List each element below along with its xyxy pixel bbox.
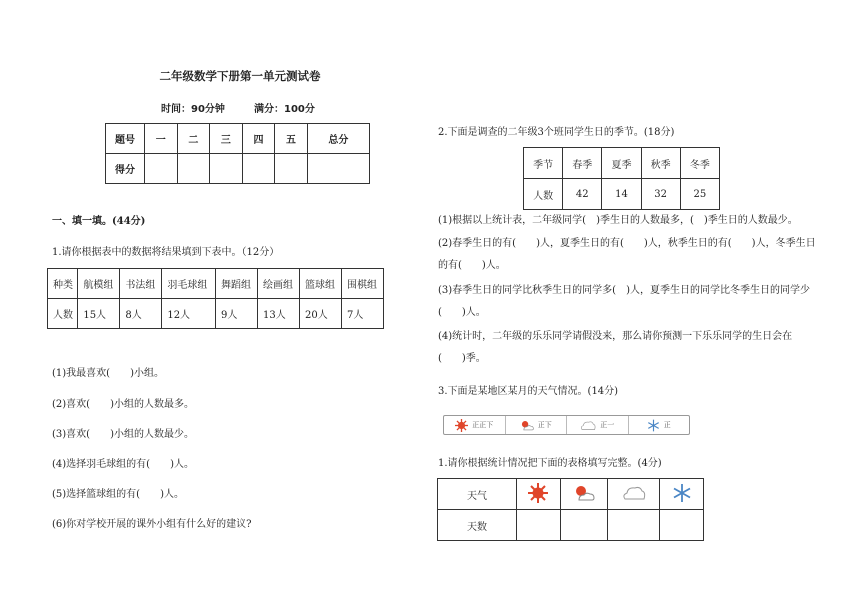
season-cell: 春季 — [563, 148, 602, 179]
exam-time: 时间：90分钟 — [161, 104, 225, 115]
sub-question: (2)喜欢( )小组的人数最多。 — [52, 399, 194, 410]
groups-cell: 围棋组 — [341, 269, 383, 299]
score-header-cell: 总分 — [307, 124, 369, 154]
tally-text: 正 — [663, 421, 671, 429]
sun-cloud-icon — [520, 419, 534, 432]
score-header-cell: 二 — [177, 124, 210, 154]
season-cell: 25 — [680, 179, 719, 210]
exam-full-score: 满分：100分 — [254, 104, 315, 115]
weather-tally-cell — [629, 416, 690, 434]
question-3-text: 3.下面是某地区某月的天气情况。(14分) — [438, 386, 619, 397]
weather-icon-cell — [608, 479, 660, 510]
score-blank-cell[interactable] — [307, 154, 369, 184]
season-cell: 秋季 — [641, 148, 680, 179]
groups-cell: 舞蹈组 — [215, 269, 257, 299]
groups-cell: 15人 — [78, 299, 120, 329]
weather-icon-cell — [517, 479, 561, 510]
groups-cell: 7人 — [341, 299, 383, 329]
sub-question: (3)喜欢( )小组的人数最少。 — [52, 429, 194, 440]
weather-tally-cell — [444, 416, 506, 434]
score-blank-cell[interactable] — [275, 154, 308, 184]
days-blank-cell[interactable] — [660, 510, 704, 541]
groups-cell: 20人 — [299, 299, 341, 329]
score-blank-cell[interactable] — [145, 154, 178, 184]
cloud-icon — [622, 485, 646, 501]
score-row-label: 得分 — [106, 154, 145, 184]
score-table — [105, 123, 370, 184]
groups-cell: 绘画组 — [257, 269, 299, 299]
groups-cell: 人数 — [48, 299, 78, 329]
score-header-cell: 三 — [210, 124, 243, 154]
cloud-icon — [580, 420, 596, 431]
snowflake-icon — [672, 483, 692, 503]
weather-row-label: 天气 — [438, 479, 517, 510]
days-blank-cell[interactable] — [517, 510, 561, 541]
weather-table-days-row — [438, 510, 704, 541]
groups-cell: 12人 — [162, 299, 216, 329]
q2-sub-question: (3)春季生日的同学比秋季生日的同学多( )人，夏季生日的同学比冬季生日的同学少( )人。 — [438, 285, 810, 318]
groups-cell: 8人 — [120, 299, 162, 329]
weather-table-weather-row — [438, 479, 704, 510]
score-header-cell: 题号 — [106, 124, 145, 154]
section1-heading: 一、填一填。(44分) — [52, 216, 146, 227]
season-cell: 32 — [641, 179, 680, 210]
score-blank-cell[interactable] — [177, 154, 210, 184]
q2-sub-question: (2)春季生日的有( )人，夏季生日的有( )人，秋季生日的有( )人，冬季生日的有( )人。 — [438, 238, 816, 271]
season-table-season-row — [524, 148, 720, 179]
sub-question: (6)你对学校开展的课外小组有什么好的建议? — [52, 519, 252, 530]
days-blank-cell[interactable] — [560, 510, 608, 541]
question-2-text: 2.下面是调查的二年级3个班同学生日的季节。(18分) — [438, 127, 675, 138]
exam-title: 二年级数学下册第一单元测试卷 — [159, 69, 321, 83]
groups-cell: 9人 — [215, 299, 257, 329]
weather-tally-cell — [567, 416, 629, 434]
tally-text: 正下 — [537, 421, 552, 429]
sub-question: (1)我最喜欢( )小组。 — [52, 368, 164, 379]
season-cell: 夏季 — [602, 148, 641, 179]
season-cell: 42 — [563, 179, 602, 210]
season-cell: 人数 — [524, 179, 563, 210]
sub-question: (4)选择羽毛球组的有( )人。 — [52, 459, 194, 470]
weather-tally-strip — [443, 415, 690, 435]
groups-cell: 篮球组 — [299, 269, 341, 299]
season-table-count-row — [524, 179, 720, 210]
score-blank-cell[interactable] — [210, 154, 243, 184]
sun-icon — [528, 483, 548, 503]
weather-table — [437, 478, 704, 541]
score-header-cell: 一 — [145, 124, 178, 154]
season-table — [523, 147, 720, 210]
days-blank-cell[interactable] — [608, 510, 660, 541]
groups-cell: 种类 — [48, 269, 78, 299]
groups-cell: 羽毛球组 — [162, 269, 216, 299]
weather-icon-cell — [660, 479, 704, 510]
groups-table-count-row — [48, 299, 384, 329]
days-row-label: 天数 — [438, 510, 517, 541]
q2-sub-question: (4)统计时，二年级的乐乐同学请假没来，那么请你预测一下乐乐同学的生日会在( )季。 — [438, 331, 793, 364]
tally-text: 正一 — [600, 421, 615, 429]
weather-icon-cell — [560, 479, 608, 510]
groups-cell: 13人 — [257, 299, 299, 329]
tally-text: 正正下 — [472, 421, 494, 429]
sub-question: (5)选择篮球组的有( )人。 — [52, 489, 184, 500]
question-1-text: 1.请你根据表中的数据将结果填到下表中。（12分） — [52, 247, 280, 258]
q3-sub-question: 1.请你根据统计情况把下面的表格填写完整。(4分) — [438, 458, 662, 469]
sun-cloud-icon — [573, 483, 595, 503]
score-blank-cell[interactable] — [242, 154, 275, 184]
score-header-cell: 四 — [242, 124, 275, 154]
score-table-score-row — [106, 154, 370, 184]
groups-cell: 书法组 — [120, 269, 162, 299]
season-cell: 冬季 — [680, 148, 719, 179]
snowflake-icon — [647, 419, 660, 432]
weather-tally-cell — [506, 416, 568, 434]
season-cell: 季节 — [524, 148, 563, 179]
sun-icon — [455, 419, 468, 432]
score-table-header-row — [106, 124, 370, 154]
groups-cell: 航模组 — [78, 269, 120, 299]
groups-table-kind-row — [48, 269, 384, 299]
season-cell: 14 — [602, 179, 641, 210]
score-header-cell: 五 — [275, 124, 308, 154]
q2-sub-question: (1)根据以上统计表，二年级同学( )季生日的人数最多，( )季生日的人数最少。 — [438, 215, 798, 226]
groups-table — [47, 268, 384, 329]
